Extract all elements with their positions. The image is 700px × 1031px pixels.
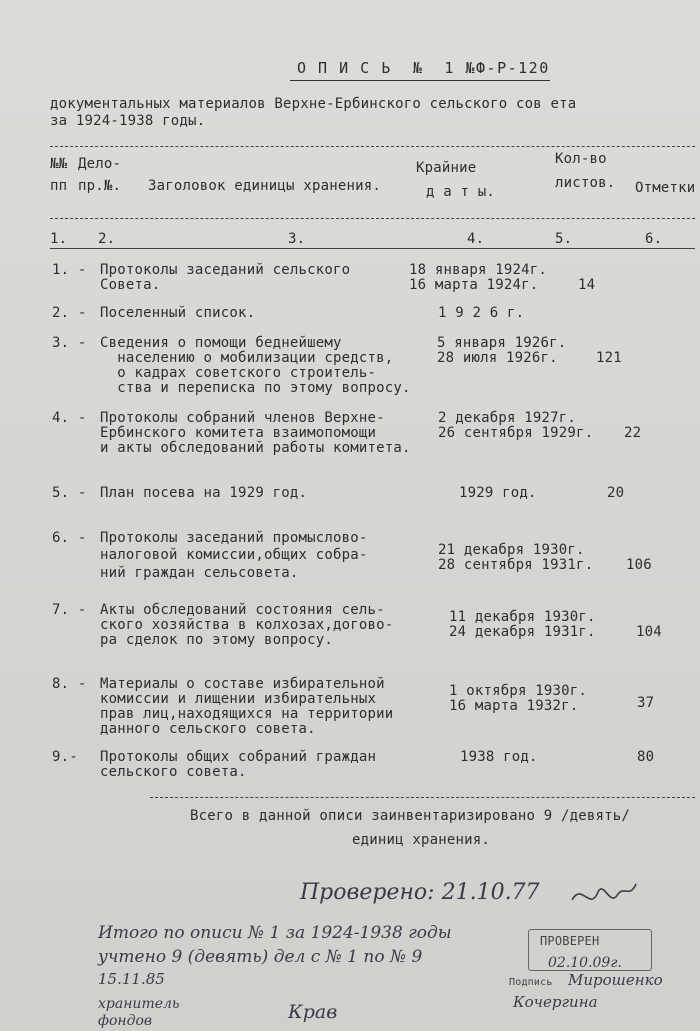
row-sheets: 22 xyxy=(624,425,642,441)
row-date: 5 января 1926г. xyxy=(437,335,567,351)
column-numbers-rule xyxy=(50,248,695,249)
col-sheets-header-2: листов. xyxy=(555,175,616,191)
row-number: 7. - xyxy=(52,602,87,618)
row-title-line: Акты обследований состояния сель- xyxy=(100,602,385,618)
col-number-3: 3. xyxy=(288,231,306,247)
row-date: 11 декабря 1930г. xyxy=(449,609,596,625)
row-number: 6. - xyxy=(52,530,87,546)
row-title-line: ского хозяйства в колхозах,догово- xyxy=(100,617,394,633)
keeper-line-1: хранитель xyxy=(98,996,180,1012)
subtitle-line-1: документальных материалов Верхне-Ербинского сельского сов ета xyxy=(50,96,577,112)
stamp-date: 02.10.09г. xyxy=(548,955,622,971)
row-sheets: 80 xyxy=(637,749,655,765)
row-date: 1 октября 1930г. xyxy=(449,683,588,699)
row-number: 8. - xyxy=(52,676,87,692)
handwritten-note-line-1: Итого по описи № 1 за 1924-1938 годы xyxy=(98,923,452,943)
col-notes-header: Отметки xyxy=(635,180,696,196)
col-num-header-2: пп xyxy=(50,178,68,194)
row-title-line: Протоколы заседаний сельского xyxy=(100,262,351,278)
row-title-line: и акты обследований работы комитета. xyxy=(100,440,411,456)
row-date: 21 декабря 1930г. xyxy=(438,542,585,558)
col-number-4: 4. xyxy=(467,231,485,247)
row-title-line: комиссии и лищении избирательных xyxy=(100,691,377,707)
signature-label: Подпись xyxy=(509,977,553,988)
keeper-line-2: фондов xyxy=(98,1013,153,1029)
col-dates-header-2: д а т ы. xyxy=(426,184,496,200)
col-case-header-1: Дело- xyxy=(78,156,122,172)
col-dates-header-1: Крайние xyxy=(416,160,477,176)
row-title-line: Протоколы заседаний промыслово- xyxy=(100,530,368,546)
row-title-line: данного сельского совета. xyxy=(100,721,316,737)
row-sheets: 106 xyxy=(626,557,652,573)
row-date: 1929 год. xyxy=(459,485,537,501)
row-number: 9.- xyxy=(52,749,78,765)
row-title-line: ра сделок по этому вопросу. xyxy=(100,632,333,648)
row-date: 26 сентября 1929г. xyxy=(438,425,594,441)
header-bottom-rule xyxy=(50,218,695,219)
row-title-line: План посева на 1929 год. xyxy=(100,485,308,501)
stamp-word: ПРОВЕРЕН xyxy=(540,934,600,948)
handwritten-date: 15.11.85 xyxy=(98,970,165,988)
row-number: 5. - xyxy=(52,485,87,501)
row-date: 1938 год. xyxy=(460,749,538,765)
row-number: 2. - xyxy=(52,305,87,321)
signer-name-2: Кочергина xyxy=(513,993,598,1011)
row-number: 1. - xyxy=(52,262,87,278)
col-number-1: 1. xyxy=(50,231,68,247)
col-num-header-1: №№ xyxy=(50,156,68,172)
row-title-line: о кадрах советского строитель- xyxy=(100,365,377,381)
row-title-line: Ербинского комитета взаимопомощи xyxy=(100,425,377,441)
row-date: 24 декабря 1931г. xyxy=(449,624,596,640)
title-underline xyxy=(290,80,550,81)
row-title-line: населению о мобилизации средств, xyxy=(100,350,394,366)
row-date: 16 марта 1924г. xyxy=(409,277,539,293)
verifier-signature xyxy=(568,878,640,918)
keeper-signature: Крав xyxy=(288,1001,338,1023)
signer-name-1: Мирошенко xyxy=(568,971,663,989)
row-title-line: Поселенный список. xyxy=(100,305,256,321)
col-heading-header: Заголовок единицы хранения. xyxy=(148,178,381,194)
subtitle-line-2: за 1924-1938 годы. xyxy=(50,113,206,129)
total-line-2: единиц хранения. xyxy=(352,832,491,848)
col-number-6: 6. xyxy=(645,231,663,247)
row-title-line: Протоколы общих собраний граждан xyxy=(100,749,377,765)
row-title-line: прав лиц,находящихся на территории xyxy=(100,706,394,722)
total-rule xyxy=(150,797,695,798)
row-number: 3. - xyxy=(52,335,87,351)
col-number-2: 2. xyxy=(98,231,116,247)
col-case-header-2: пр.№. xyxy=(78,178,122,194)
col-sheets-header-1: Кол-во xyxy=(555,151,607,167)
row-title-line: ний граждан сельсовета. xyxy=(100,565,299,581)
row-title-line: сельского совета. xyxy=(100,764,247,780)
row-title-line: Совета. xyxy=(100,277,161,293)
row-sheets: 20 xyxy=(607,485,625,501)
row-title-line: Сведения о помощи беднейшему xyxy=(100,335,342,351)
row-date: 18 января 1924г. xyxy=(409,262,548,278)
handwritten-verified: Проверено: 21.10.77 xyxy=(300,880,540,905)
row-sheets: 14 xyxy=(578,277,596,293)
row-date: 28 сентября 1931г. xyxy=(438,557,594,573)
row-sheets: 37 xyxy=(637,695,655,711)
row-date: 16 марта 1932г. xyxy=(449,698,579,714)
row-number: 4. - xyxy=(52,410,87,426)
handwritten-note-line-2: учтено 9 (девять) дел с № 1 по № 9 xyxy=(98,947,423,967)
row-date: 1 9 2 6 г. xyxy=(438,305,525,321)
row-date: 28 июля 1926г. xyxy=(437,350,558,366)
document-title: О П И С Ь № 1 №Ф-Р-120 xyxy=(297,59,550,77)
total-line-1: Всего в данной описи заинвентаризировано 9 /девять/ xyxy=(190,808,631,824)
row-title-line: Протоколы собраний членов Верхне- xyxy=(100,410,385,426)
row-date: 2 декабря 1927г. xyxy=(438,410,577,426)
row-title-line: ства и переписка по этому вопросу. xyxy=(100,380,411,396)
row-title-line: Материалы о составе избирательной xyxy=(100,676,385,692)
header-top-rule xyxy=(50,146,695,147)
col-number-5: 5. xyxy=(555,231,573,247)
row-title-line: налоговой комиссии,общих собра- xyxy=(100,547,368,563)
row-sheets: 104 xyxy=(636,624,662,640)
row-sheets: 121 xyxy=(596,350,622,366)
